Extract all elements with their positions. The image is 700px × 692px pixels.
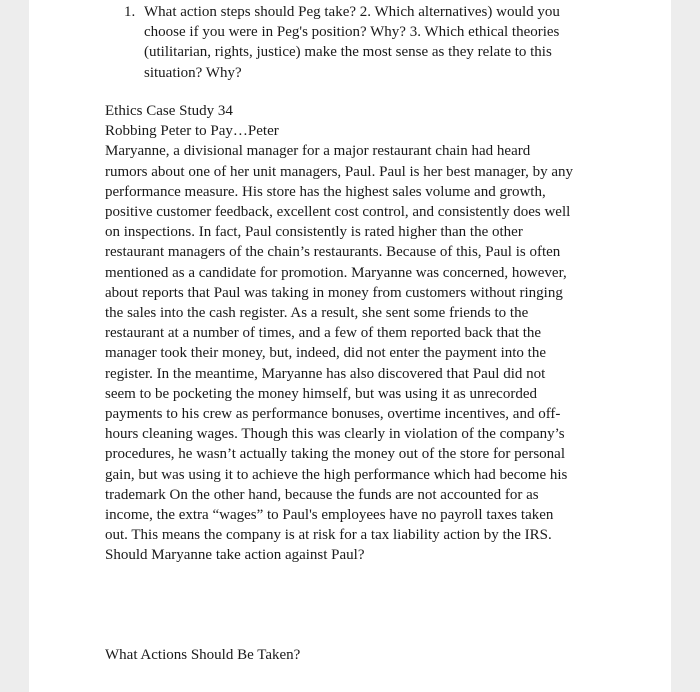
case-title: Robbing Peter to Pay…Peter [105, 123, 279, 140]
question-text: What action steps should Peg take? 2. Which alternatives) would you choose if you were in Peg's position? Why? 3. Which ethical theories (utilitarian, rights, justice) make the most sense as they relate to this situation? Why? [144, 4, 560, 81]
document-page [29, 0, 671, 692]
question-list [124, 2, 594, 83]
case-study [105, 101, 575, 566]
question-number: 1. [124, 4, 136, 20]
actions-question: What Actions Should Be Taken? [105, 647, 301, 663]
question-item [124, 2, 594, 83]
case-heading: Ethics Case Study 34 [105, 103, 233, 119]
case-body: Maryanne, a divisional manager for a major restaurant chain had heard rumors about one of her unit managers, Paul. Paul is her best manager, by any performance measure. His store has the highest sales volume and growth, positive customer feedback, excellent cost control, and consistently does well on inspections. In fact, Paul consistently is rated higher than the other restaurant managers of the chain’s restaurants. Because of this, Paul is often mentioned as a candidate for promotion. Maryanne was concerned, however, about reports that Paul was taking in money from customers without ringing the sales into the cash register. As a result, she sent some friends to the restaurant at a number of times, and a few of them reported back that the manager took their money, but, indeed, did not enter the payment into the register. In the meantime, Maryanne has also discovered that Paul did not seem to be pocketing the money himself, but was using it as unrecorded payments to his crew as performance bonuses, overtime incentives, and off-hours cleaning wages. Though this was clearly in violation of the company’s procedures, he wasn’t actually taking the money out of the store for personal gain, but was using it to achieve the high performance which had become his trademark On the other hand, because the funds are not accounted for as income, the extra “wages” to Paul's employees have no payroll taxes taken out. This means the company is at risk for a tax liability action by the IRS. Should Maryanne take action against Paul? [105, 143, 574, 564]
